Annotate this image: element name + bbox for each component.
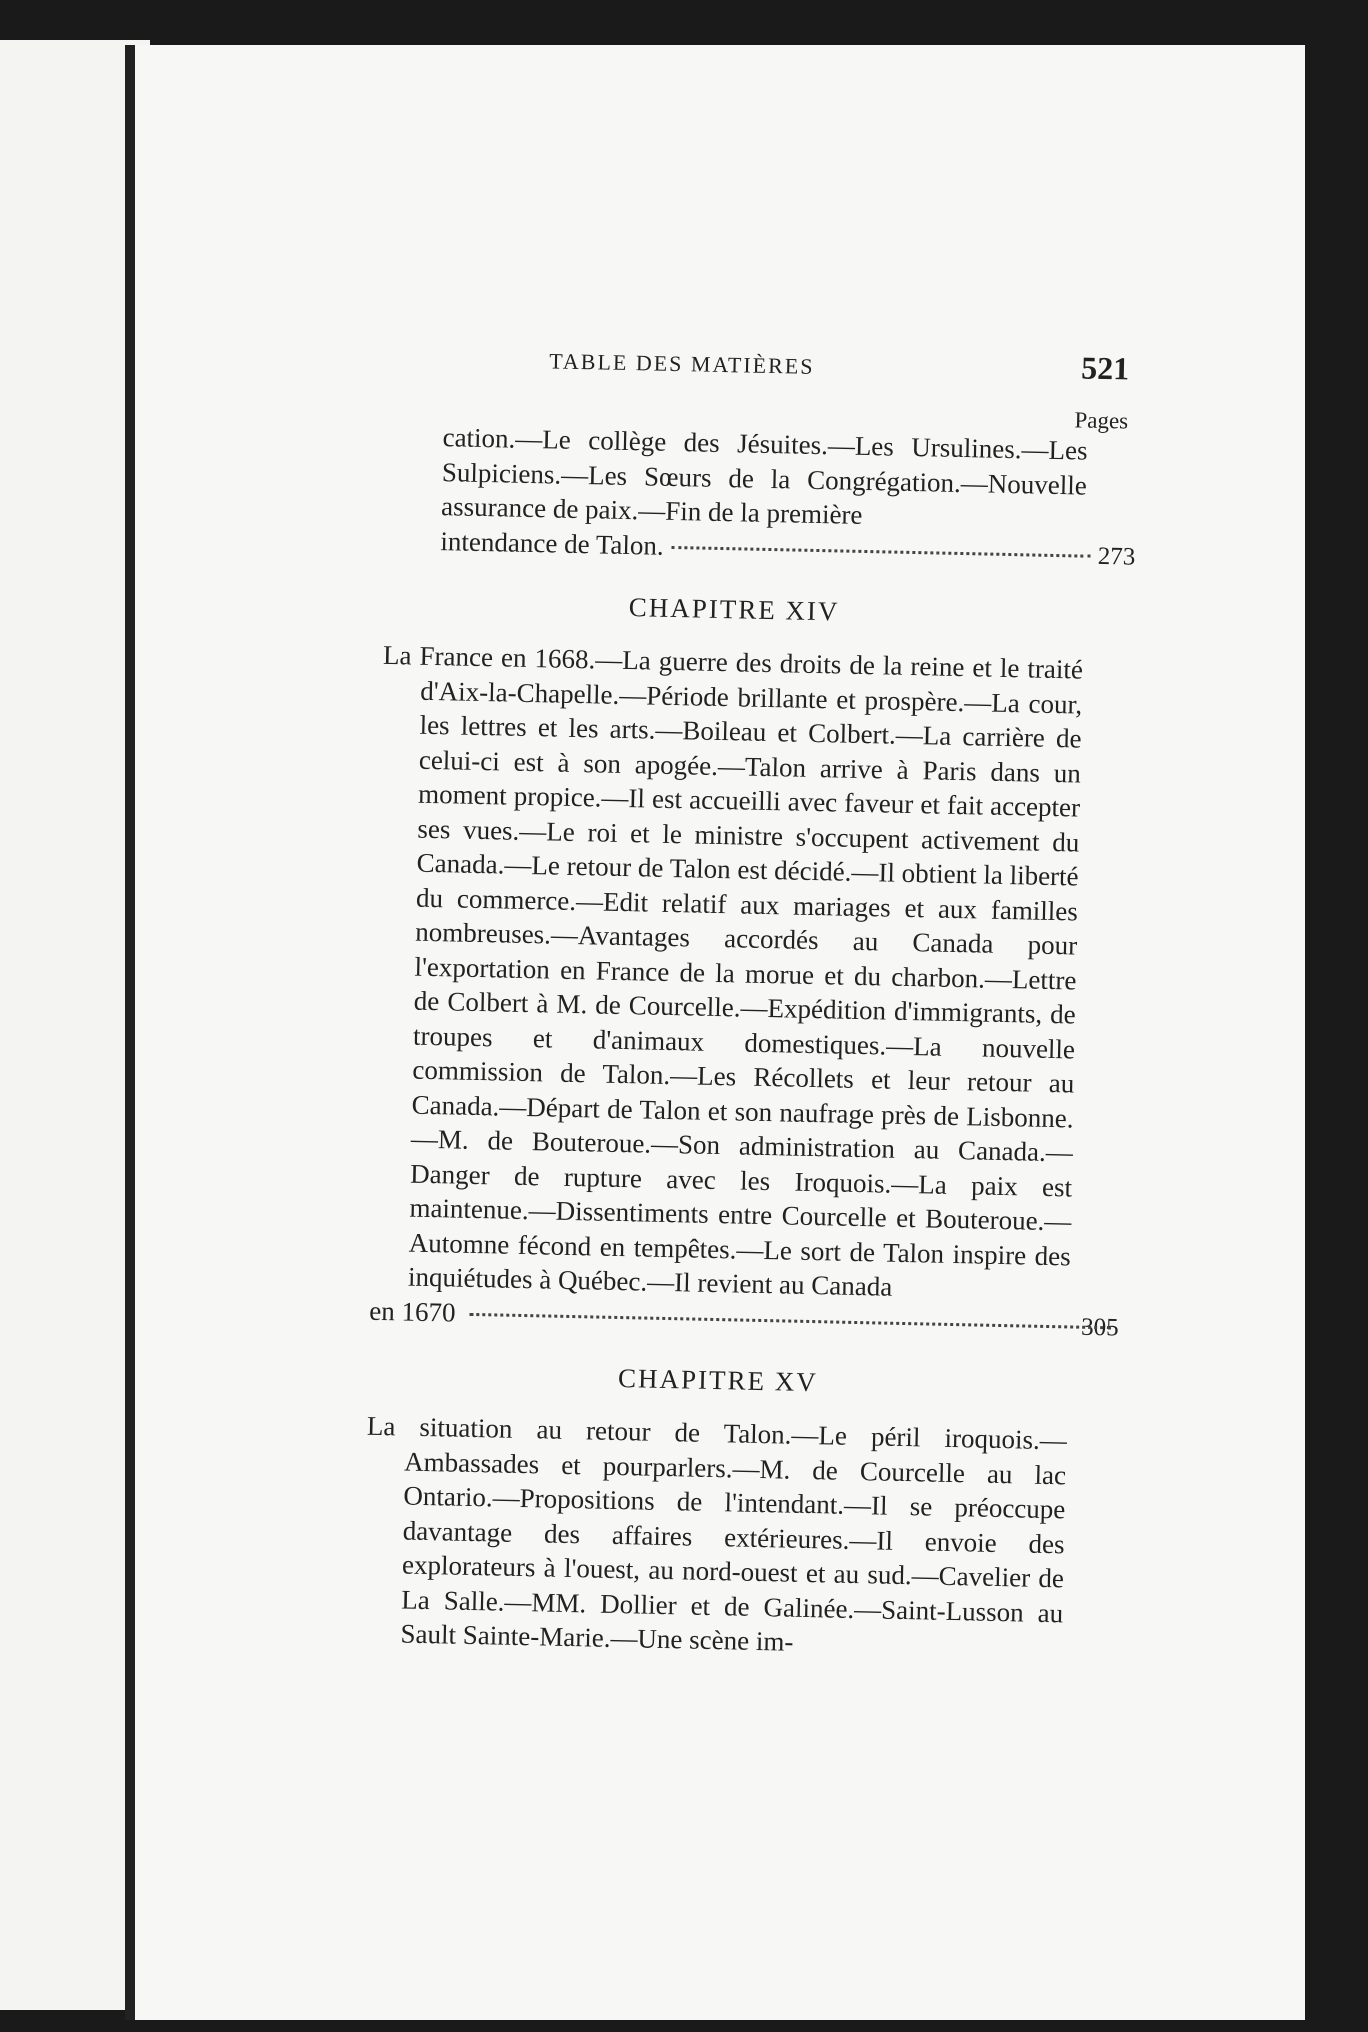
running-title: TABLE DES MATIÈRES <box>549 348 815 379</box>
page-reference: 305 <box>1080 1313 1119 1341</box>
page-number: 521 <box>1080 349 1130 387</box>
pages-column-label: Pages <box>1074 407 1129 434</box>
book-page <box>125 45 1305 2020</box>
dot-leader <box>469 1312 1111 1328</box>
entry-text: La France en 1668.—La guerre des droits de la reine et le traité d'Aix-la-Chapelle.—Période brillante et prospère.—La cour, les lettres et les arts.—Boileau et Colbert.—La carrière de celui-ci est à son apogée.—Talon arrive à Paris dans un moment propice.—Il est accueilli avec faveur et fait accepter ses vues.—Le roi et le ministre s'occupent activement du Canada.—Le retour de Talon est décidé.—Il obtient la liberté du commerce.—Edit relatif aux mariages et aux familles nombreuses.—Avantages accordés au Canada pour l'exportation en France de la morue et du charbon.—Lettre de Colbert à M. de Courcelle.—Expédition d'immigrants, de troupes et d'animaux domestiques.—La nouvelle commission de Talon.—Les Récollets et leur retour au Canada.—Départ de Talon et son naufrage près de Lisbonne.—M. de Bouteroue.—Son administration au Canada.—Danger de rupture avec les Iroquois.—La paix est maintenue.—Dissentiments entre Courcelle et Bouteroue.—Automne fécond en tempêtes.—Le sort de Talon inspire des inquiétudes à Québec.—Il revient au Canada <box>382 639 1084 1302</box>
toc-entry-chapter-15 <box>362 1409 1067 1665</box>
page-reference: 273 <box>1097 542 1136 571</box>
entry-last-text: en 1670 <box>369 1295 456 1328</box>
chapter-heading: CHAPITRE XV <box>617 1363 819 1398</box>
running-head <box>389 325 1130 400</box>
entry-text: La situation au retour de Talon.—Le péril iroquois.—Ambassades et pourparlers.—M. de Courcelle au lac Ontario.—Propositions de l'intendant.—Il se préoccupe davantage des affaires extérieures.—Il envoie des explorateurs à l'ouest, au nord-ouest et au sud.—Cavelier de La Salle.—MM. Dollier et de Galinée.—Saint-Lusson au Sault Sainte-Marie.—Une scène im- <box>366 1410 1068 1657</box>
entry-text: cation.—Le collège des Jésuites.—Les Ursulines.—Les Sulpiciens.—Les Sœurs de la Congrégation.—Nouvelle assurance de paix.—Fin de la première <box>440 422 1088 530</box>
page-content <box>362 325 1136 1665</box>
dot-leader <box>672 545 1090 557</box>
chapter-heading: CHAPITRE XIV <box>628 592 840 627</box>
toc-entry-chapter-14 <box>369 638 1119 1345</box>
entry-last-text: intendance de Talon. <box>440 525 665 561</box>
